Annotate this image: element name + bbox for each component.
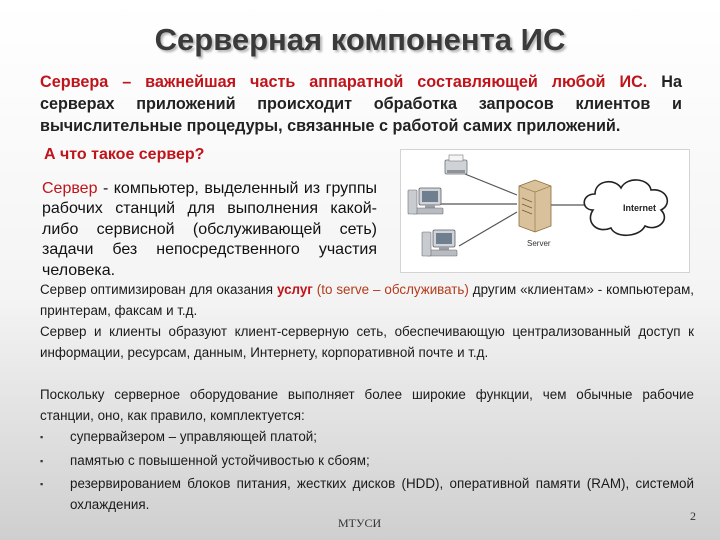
slide-title: Серверная компонента ИС xyxy=(154,22,566,57)
intro-rest: На серверах приложений происходит обработка запросов клиентов и вычислительные процедуры, связанные с работой самих приложений. xyxy=(40,73,682,135)
link-printer xyxy=(465,174,517,195)
paragraph-client-server: Сервер и клиенты образуют клиент-серверную сеть, обеспечивающую централизованный доступ к информации, ресурсам, данным, Интернету, корпоративной почте и т.д. xyxy=(40,324,694,360)
list-item xyxy=(40,427,694,448)
keyword-gloss: (to serve – обслуживать) xyxy=(312,282,469,297)
list-item-text: резервированием блоков питания, жестких дисков (HDD), оперативной памяти (RAM), системой охлаждения. xyxy=(70,476,694,512)
paragraph-1-after: другим «клиентам» - компьютерам, принтерам, факсам и т.д. xyxy=(40,282,694,318)
bullet-icon: ▪ xyxy=(40,455,44,466)
bullet-icon: ▪ xyxy=(40,479,44,489)
server-label: Server xyxy=(527,239,551,248)
definition-term: Сервер xyxy=(42,180,98,197)
list-item xyxy=(40,451,694,472)
bullet-icon: ▪ xyxy=(40,432,44,442)
intro-highlight: Сервера – важнейшая часть аппаратной составляющей любой ИС. xyxy=(40,73,648,91)
paragraph-1-before: Сервер оптимизирован для оказания xyxy=(40,282,277,297)
keyword-services: услуг xyxy=(276,282,313,297)
footer-text: МТУСИ xyxy=(338,516,382,530)
link-workstation-2 xyxy=(459,212,517,246)
list-item-text: памятью с повышенной устойчивостью к сбоям; xyxy=(70,452,370,468)
network-links xyxy=(441,174,585,246)
list-item xyxy=(40,474,694,515)
cloud-label: Internet xyxy=(623,203,657,213)
network-diagram xyxy=(400,149,690,273)
printer-icon xyxy=(445,155,467,174)
workstation-icon xyxy=(422,230,457,256)
definition-text: - компьютер, выделенный из группы рабочих станций для выполнения какой-либо сервисной (обслуживающей сеть) задачи без непосредственного участия человека. xyxy=(42,180,377,279)
list-item-text: супервайзером – управляющей платой; xyxy=(70,429,317,444)
equipment-list xyxy=(40,427,694,515)
network-diagram-svg xyxy=(401,150,689,272)
paragraph-server-services xyxy=(40,280,694,321)
server-definition xyxy=(42,179,377,281)
question-heading: А что такое сервер? xyxy=(44,146,205,163)
page-number: 2 xyxy=(690,509,696,523)
intro-paragraph xyxy=(40,71,682,137)
workstation-icon xyxy=(408,188,443,214)
server-icon xyxy=(519,180,551,232)
paragraph-equipment: Поскольку серверное оборудование выполняет более широкие функции, чем обычные рабочие станции, оно, как правило, комплектуется: xyxy=(40,387,694,423)
